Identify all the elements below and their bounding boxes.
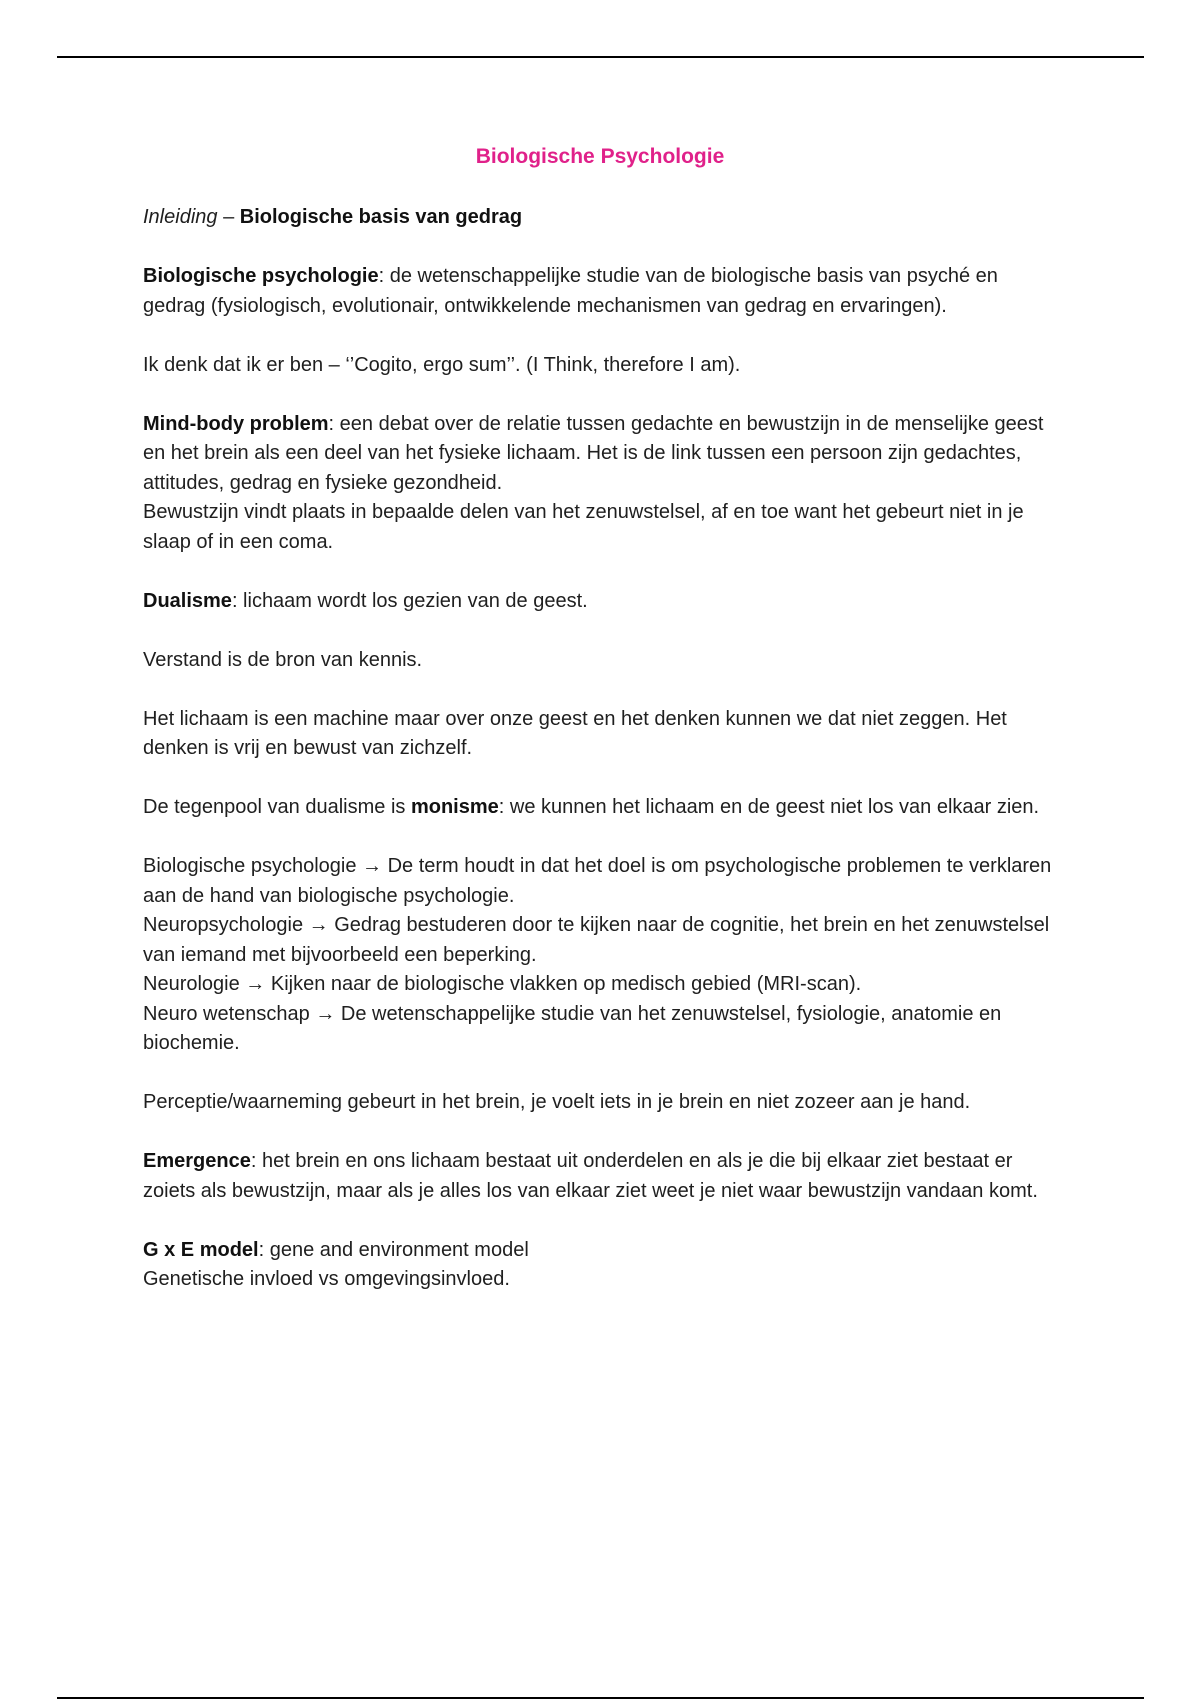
paragraph-monisme: De tegenpool van dualisme is monisme: we kunnen het lichaam en de geest niet los van elkaar zien. [143, 796, 1040, 818]
arrow-icon: → [308, 914, 329, 936]
term: Dualisme [143, 589, 232, 612]
term: Biologische psychologie [143, 265, 379, 287]
paragraph-emergence: Emergence: het brein en ons lichaam bestaat uit onderdelen en als je die bij elkaar ziet bestaat er zoiets als bewustzijn, maar als je alles los van elkaar ziet weet je niet waar bewustzijn vandaan komt. [143, 1150, 1038, 1202]
section-title: Biologische basis van gedrag [239, 206, 523, 228]
section-label: Inleiding [143, 206, 218, 228]
footer-rule [57, 1697, 1144, 1699]
term: G x E model [143, 1238, 259, 1261]
page-title: Biologische Psychologie [475, 145, 725, 168]
paragraph-dualisme: Dualisme: lichaam wordt los gezien van de geest. [143, 589, 588, 612]
paragraph-biologische-psychologie: Biologische psychologie: de wetenschappelijke studie van de biologische basis van psyché en gedrag (fysiologisch, evolutionair, ontwikkelende mechanismen van gedrag en ervaringen). [143, 265, 998, 317]
paragraph-perceptie: Perceptie/waarneming gebeurt in het brein, je voelt iets in je brein en niet zozeer aan je hand. [143, 1091, 971, 1113]
definition-item: Neuropsychologie → Gedrag bestuderen door te kijken naar de cognitie, het brein en het zenuwstelsel van iemand met bijvoorbeeld een beperking. [143, 914, 1050, 966]
paragraph-verstand: Verstand is de bron van kennis. [143, 648, 423, 671]
document-body [143, 203, 1063, 1324]
definition-item: Biologische psychologie → De term houdt in dat het doel is om psychologische problemen te verklaren aan de hand van biologische psychologie. [143, 855, 1052, 907]
header-rule [57, 56, 1144, 58]
definitions-list [143, 852, 1063, 1059]
paragraph-bewustzijn: Bewustzijn vindt plaats in bepaalde delen van het zenuwstelsel, af en toe want het gebeurt niet in je slaap of in een coma. [143, 501, 1024, 553]
paragraph-genetische-invloed: Genetische invloed vs omgevingsinvloed. [143, 1268, 510, 1290]
term: monisme [410, 796, 499, 818]
term: Emergence [143, 1150, 251, 1172]
section-heading [143, 203, 1063, 233]
arrow-icon: → [315, 1002, 336, 1025]
paragraph-mind-body: Mind-body problem: een debat over de relatie tussen gedachte en bewustzijn in de menselijke geest en het brein als een deel van het fysieke lichaam. Het is de link tussen een persoon zijn gedachtes, attitudes, gedrag en fysieke gezondheid. [143, 412, 1044, 494]
paragraph-lichaam-machine: Het lichaam is een machine maar over onze geest en het denken kunnen we dat niet zeggen. Het denken is vrij en bewust van zichzelf. [143, 707, 1007, 759]
definition-item: Neurologie → Kijken naar de biologische vlakken op medisch gebied (MRI-scan). [143, 973, 862, 995]
arrow-icon: → [245, 973, 266, 995]
arrow-icon: → [362, 855, 383, 877]
paragraph-gxe-model: G x E model: gene and environment model [143, 1238, 529, 1261]
section-separator: – [217, 206, 240, 228]
term: Mind-body problem [143, 412, 329, 435]
paragraph-cogito: Ik denk dat ik er ben – ‘’Cogito, ergo sum’’. (I Think, therefore I am). [143, 353, 741, 376]
definition-item: Neuro wetenschap → De wetenschappelijke studie van het zenuwstelsel, fysiologie, anatomie en biochemie. [143, 1002, 1002, 1054]
